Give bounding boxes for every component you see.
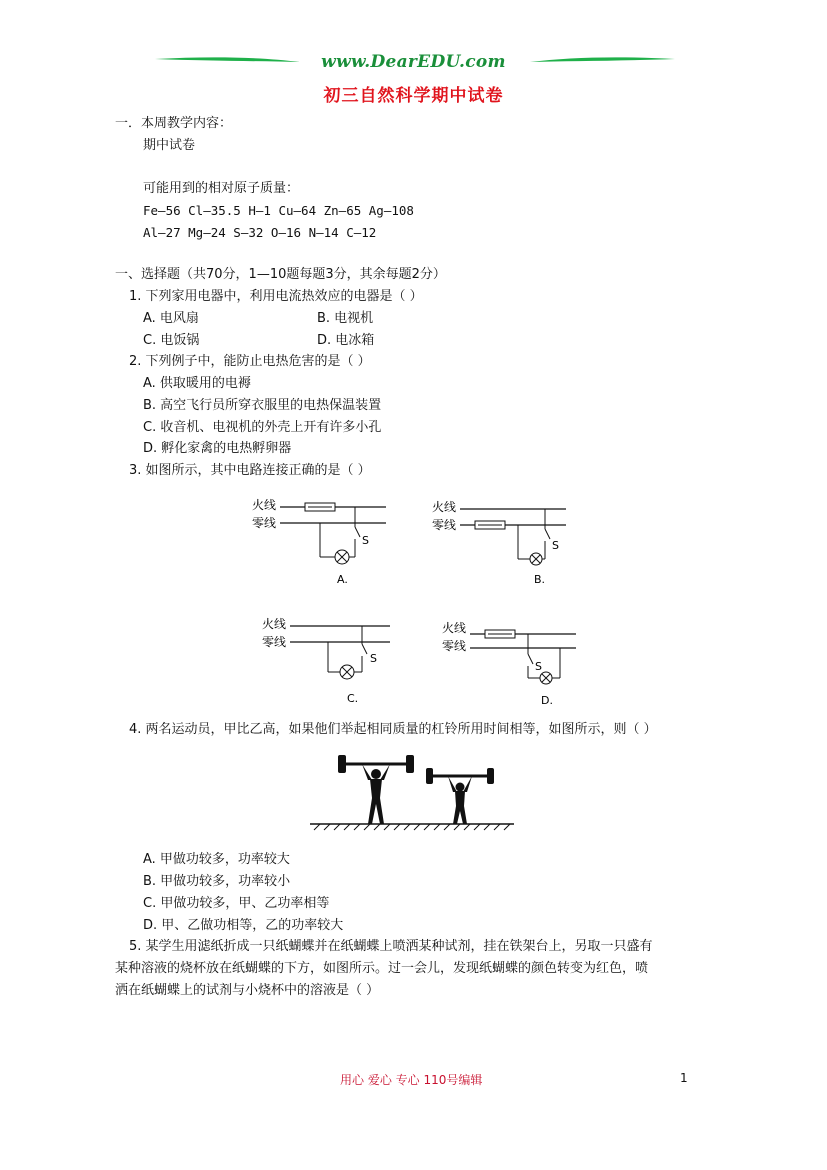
svg-text:S: S [535, 660, 542, 673]
question-2-option-d: D. 孵化家禽的电热孵卵器 [143, 441, 292, 456]
section-heading: 一、选择题（共70分，1—10题每题3分，其余每题2分） [115, 267, 446, 282]
question-1-option-b: B. 电视机 [317, 311, 374, 326]
question-2-option-a: A. 供取暖用的电褥 [143, 376, 251, 391]
circuit-diagram-d [440, 618, 580, 713]
circuit-label-b: B. [534, 573, 546, 586]
circuit-label-d: D. [541, 694, 553, 707]
page-title: 初三自然科学期中试卷 [323, 86, 504, 106]
svg-text:S: S [370, 652, 377, 665]
svg-text:零线: 零线 [262, 635, 287, 649]
circuit-diagram-c [260, 614, 400, 709]
svg-text:S: S [362, 534, 369, 547]
question-4-option-c: C. 甲做功较多，甲、乙功率相等 [143, 896, 330, 911]
atomic-mass-line-1: Fe—56 Cl—35.5 H—1 Cu—64 Zn—65 Ag—108 [143, 203, 414, 218]
question-1-option-c: C. 电饭锅 [143, 333, 200, 348]
svg-text:零线: 零线 [432, 518, 457, 532]
atomic-mass-line-2: Al—27 Mg—24 S—32 O—16 N—14 C—12 [143, 225, 377, 240]
svg-text:S: S [552, 539, 559, 552]
circuit-label-a: A. [337, 573, 348, 586]
footer-text: 用心 爱心 专心 110号编辑 [340, 1073, 483, 1087]
svg-text:火线: 火线 [262, 617, 287, 631]
question-5-line-3: 洒在纸蝴蝶上的试剂与小烧杯中的溶液是（ ） [115, 983, 380, 998]
atomic-mass-label: 可能用到的相对原子质量： [143, 181, 300, 196]
svg-text:零线: 零线 [442, 639, 467, 653]
live-wire-label: 火线 [252, 498, 277, 512]
question-2-stem: 2. 下列例子中，能防止电热危害的是（ ） [129, 354, 371, 369]
page-number: 1 [680, 1071, 688, 1085]
question-4-option-b: B. 甲做功较多，功率较小 [143, 874, 291, 889]
question-4-stem: 4. 两名运动员，甲比乙高，如果他们举起相同质量的杠铃所用时间相等，如图所示，则（ ） [129, 722, 657, 737]
circuit-diagram-b [430, 497, 570, 592]
question-1-option-d: D. 电冰箱 [317, 333, 375, 348]
site-url: www.DearEDU.com [321, 52, 506, 72]
neutral-wire-label: 零线 [252, 516, 277, 530]
svg-text:火线: 火线 [442, 621, 467, 635]
weightlifters-figure [308, 752, 518, 832]
svg-text:火线: 火线 [432, 500, 457, 514]
question-1-stem: 1. 下列家用电器中，利用电流热效应的电器是（ ） [129, 289, 423, 304]
question-4-option-a: A. 甲做功较多，功率较大 [143, 852, 290, 867]
circuit-diagram-a [250, 495, 390, 590]
question-5-line-2: 某种溶液的烧杯放在纸蝴蝶的下方，如图所示。过一会儿，发现纸蝴蝶的颜色转变为红色，喷 [115, 961, 649, 976]
question-4-option-d: D. 甲、乙做功相等，乙的功率较大 [143, 918, 344, 933]
question-5-line-1: 5. 某学生用滤纸折成一只纸蝴蝶并在纸蝴蝶上喷洒某种试剂，挂在铁架台上，另取一只盛有 [129, 939, 653, 954]
question-2-option-c: C. 收音机、电视机的外壳上开有许多小孔 [143, 420, 382, 435]
intro-heading: 一．本周教学内容： [115, 116, 233, 131]
question-3-stem: 3. 如图所示，其中电路连接正确的是（ ） [129, 463, 371, 478]
question-2-option-b: B. 高空飞行员所穿衣服里的电热保温装置 [143, 398, 382, 413]
question-1-option-a: A. 电风扇 [143, 311, 199, 326]
circuit-label-c: C. [347, 692, 359, 705]
intro-content: 期中试卷 [143, 138, 196, 153]
